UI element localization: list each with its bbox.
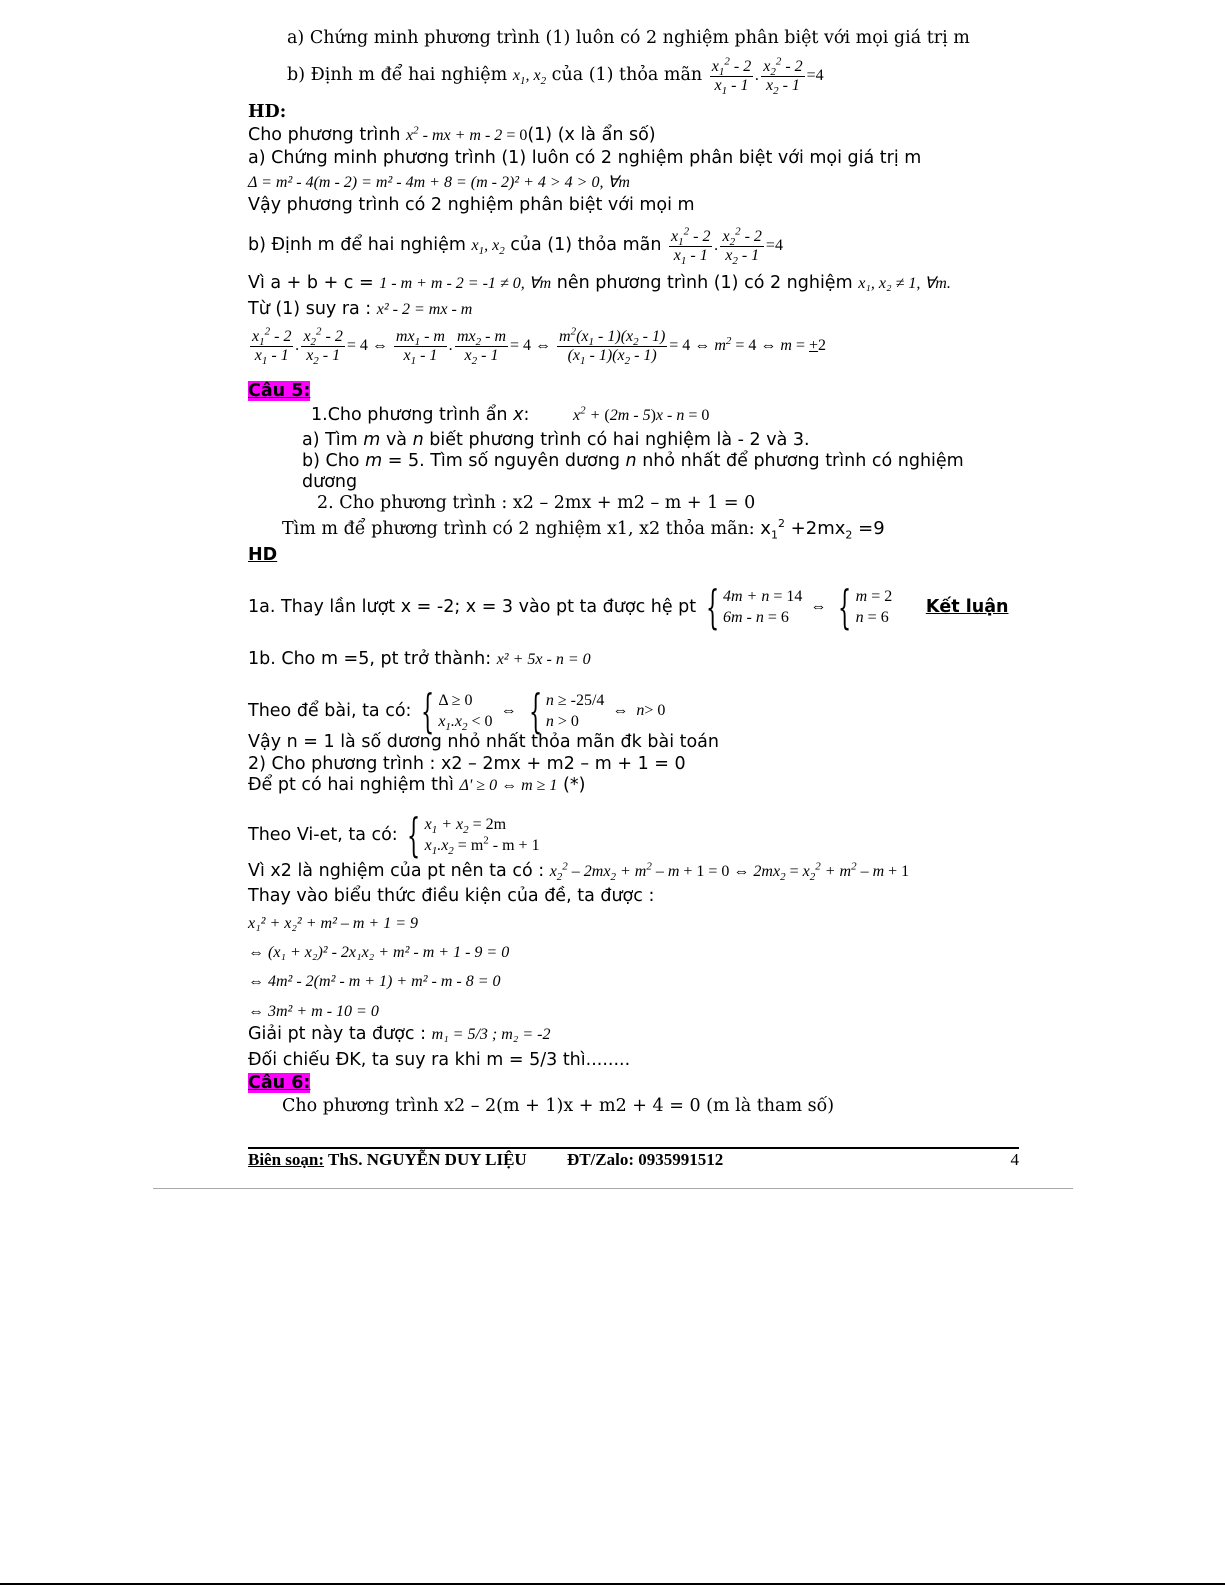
c5-find-text: Tìm m để phương trình có 2 nghiệm x1, x2 thỏa mãn: — [282, 519, 755, 539]
ket-luan-label: Kết luận — [925, 597, 1009, 617]
q4b-condition: $\frac{x_1^2 - 2}{x_1 - 1}$ . $\frac{x_2^2 - 2}{x_2 - 1}$ =4 — [711, 55, 824, 98]
c5-equation: $x^2 + (2m - 5)x - n = 0$ — [572, 404, 710, 424]
delta-equation: Δ = m² - 4(m - 2) = m² - 4m + 8 = (m - 2)² + 4 > 4 > 0, ∀m — [248, 174, 630, 191]
disc-text: Để pt có hai nghiệm thì — [248, 775, 454, 795]
sol-b-text2: của (1) thỏa mãn — [510, 235, 662, 256]
solution-1a — [248, 580, 1009, 634]
conditions-system: { Δ ≥ 0 $x_1.x_2 < 0$ ⇔ { n ≥ -25/4 n > 0 ⇔ n > 0 — [421, 684, 666, 738]
c5a-n: n — [412, 430, 424, 450]
vieta-system: { $x_1 + x_2 = 2m$ $x_1.x_2 = m^2 - m + 1$ — [407, 808, 540, 862]
footer-rule — [248, 1147, 1019, 1149]
question-4b — [287, 55, 824, 98]
c5-find-math: $x_1^2 +2mx_2 =9$ — [760, 517, 885, 542]
c5a-t2: và — [385, 430, 408, 450]
page-separator — [153, 1188, 1073, 1189]
equation-step-1: x₁² + x₂² + m² – m + 1 = 9 — [248, 915, 419, 932]
c5b-t3: nhỏ nhất để phương trình có nghiệm — [642, 451, 964, 471]
abc-text2: nên phương trình (1) có 2 nghiệm — [556, 273, 853, 293]
solve-math: m₁ = 5/3 ; m₂ = -2 — [431, 1026, 551, 1043]
footer — [248, 1150, 1019, 1170]
c5-part2: 2. Cho phương trình : x2 – 2mx + m2 – m + 1 = 0 — [317, 493, 756, 513]
abc-text: Vì a + b + c = — [248, 273, 374, 293]
solution-a-title: a) Chứng minh phương trình (1) luôn có 2 nghiệm phân biệt với mọi giá trị m — [248, 148, 922, 168]
abc-math: 1 - m + m - 2 = -1 ≠ 0, ∀m — [379, 275, 552, 292]
equation-step-3: ⇔ 4m² - 2(m² - m + 1) + m² - m - 8 = 0 — [248, 973, 501, 990]
cau5-heading — [248, 380, 310, 402]
abc-sum-line — [248, 272, 951, 295]
c5-part1b-cont: dương — [302, 472, 358, 492]
derive-math: x² - 2 = mx - m — [376, 301, 473, 318]
sol1b-text: 1b. Cho m =5, pt trở thành: — [248, 649, 492, 669]
q4b-text2: của (1) thỏa mãn — [551, 65, 703, 86]
footer-phone: ĐT/Zalo: 0935991512 — [566, 1150, 724, 1169]
substitute-line: Thay vào biểu thức điều kiện của đề, ta được : — [248, 886, 655, 906]
disc-star: (*) — [563, 775, 586, 795]
solution-2: 2) Cho phương trình : x2 – 2mx + m2 – m + 1 = 0 — [248, 754, 686, 774]
solution-1b — [248, 648, 591, 671]
c5-colon: : — [523, 405, 530, 425]
solve-text: Giải pt này ta được : — [248, 1024, 426, 1044]
compare-line: Đối chiếu ĐK, ta suy ra khi m = 5/3 thì........ — [248, 1050, 631, 1070]
cau6-equation: Cho phương trình x2 – 2(m + 1)x + m2 + 4 = 0 (m là tham số) — [282, 1096, 835, 1116]
c5-var-x: x — [513, 405, 524, 425]
q4b-roots: $x_1$, $x_2$ — [512, 67, 547, 88]
fraction-chain: $\frac{x_1^2 - 2}{x_1 - 1}$ . $\frac{x_2^2 - 2}{x_2 - 1}$ = 4 ⇔ $\frac{mx_1 - m}{x_1 - 1}$ . $\frac{mx_2 - m}{x_2 - 1}$ = 4 ⇔ $\frac{m^2(x_1 - 1)(x_2 - 1)}{(x_1 - 1)(x_2 - 1)}$ = 4 ⇔ $m^2 = 4$ ⇔ m = +2 — [252, 325, 827, 368]
footer-label: Biên soạn: — [248, 1150, 325, 1169]
c5b-n: n — [625, 451, 637, 471]
cau6-heading — [248, 1072, 310, 1094]
vieta-line — [248, 808, 540, 862]
sol-b-text: b) Định m để hai nghiệm — [248, 235, 466, 256]
root-sub-text: Vì x2 là nghiệm của pt nên ta có : — [248, 861, 545, 881]
c5-find — [282, 518, 885, 540]
c5-part1a — [302, 429, 810, 451]
disc-math: Δ' ≥ 0 ⇔ m ≥ 1 — [459, 777, 558, 794]
hd-heading: HD: — [248, 102, 287, 122]
root-sub-math: $x_2^2 - 2mx_2 + m^2 - m + 1 = 0$ ⇔ $2mx_2 = x_2^2 + m^2 - m + 1$ — [549, 860, 910, 884]
root-substitution — [248, 860, 909, 883]
c5b-m: m — [365, 451, 383, 471]
c5a-t1: a) Tìm — [302, 430, 358, 450]
conditions-text: Theo để bài, ta có: — [248, 701, 412, 721]
footer-author: ThS. NGUYỄN DUY LIỆU — [328, 1150, 527, 1169]
conclusion-1b: Vậy n = 1 là số dương nhỏ nhất thỏa mãn đk bài toán — [248, 732, 719, 752]
given-text2: (1) (x là ẩn số) — [527, 125, 656, 145]
q4b-text: b) Định m để hai nghiệm — [287, 65, 508, 86]
cau5-label: Câu 5: — [248, 381, 311, 401]
c5a-m: m — [363, 430, 381, 450]
abc-math2: x₁, x₂ ≠ 1, ∀m. — [858, 275, 951, 292]
c5-part1b — [302, 450, 964, 472]
cau6-label: Câu 6: — [248, 1073, 311, 1093]
vieta-text: Theo Vi-et, ta có: — [248, 825, 398, 845]
question-4a: a) Chứng minh phương trình (1) luôn có 2 nghiệm phân biệt với mọi giá trị m — [287, 28, 970, 48]
sol1b-math: x² + 5x - n = 0 — [496, 651, 591, 668]
solution-b-title — [248, 225, 783, 268]
c5-part1 — [311, 404, 709, 427]
c5b-t2: = 5. Tìm số nguyên dương — [387, 451, 620, 471]
equation-step-2: ⇔ (x₁ + x₂)² - 2x₁x₂ + m² - m + 1 - 9 = 0 — [248, 944, 510, 961]
equation-step-4: ⇔ 3m² + m - 10 = 0 — [248, 1003, 379, 1020]
sol1a-text: 1a. Thay lần lượt x = -2; x = 3 vào pt ta được hệ pt — [248, 597, 697, 617]
sol-b-roots: $x_1$, $x_2$ — [471, 237, 505, 258]
derive-line — [248, 298, 472, 321]
c5a-t3: biết phương trình có hai nghiệm là - 2 và 3. — [429, 430, 810, 450]
c5-part1-text: 1.Cho phương trình ẩn — [311, 405, 508, 425]
sol-b-condition: $\frac{x_1^2 - 2}{x_1 - 1}$ . $\frac{x_2^2 - 2}{x_2 - 1}$ =4 — [671, 225, 783, 268]
sol1a-system: { 4m + n = 14 6m - n = 6 ⇔ { m = 2 n = 6 — [705, 580, 893, 634]
footer-page-number: 4 — [1010, 1150, 1019, 1169]
given-text: Cho phương trình — [248, 125, 401, 145]
hd2-heading: HD — [248, 545, 278, 565]
conditions-line — [248, 684, 666, 738]
conclusion-a: Vậy phương trình có 2 nghiệm phân biệt với mọi m — [248, 195, 695, 215]
derive-text: Từ (1) suy ra : — [248, 299, 372, 319]
solve-line — [248, 1023, 551, 1046]
c5b-t1: b) Cho — [302, 451, 360, 471]
given-equation — [248, 124, 656, 147]
discriminant-condition — [248, 774, 585, 797]
given-math: $x^2$ - mx + m - 2 = 0 — [406, 124, 528, 144]
